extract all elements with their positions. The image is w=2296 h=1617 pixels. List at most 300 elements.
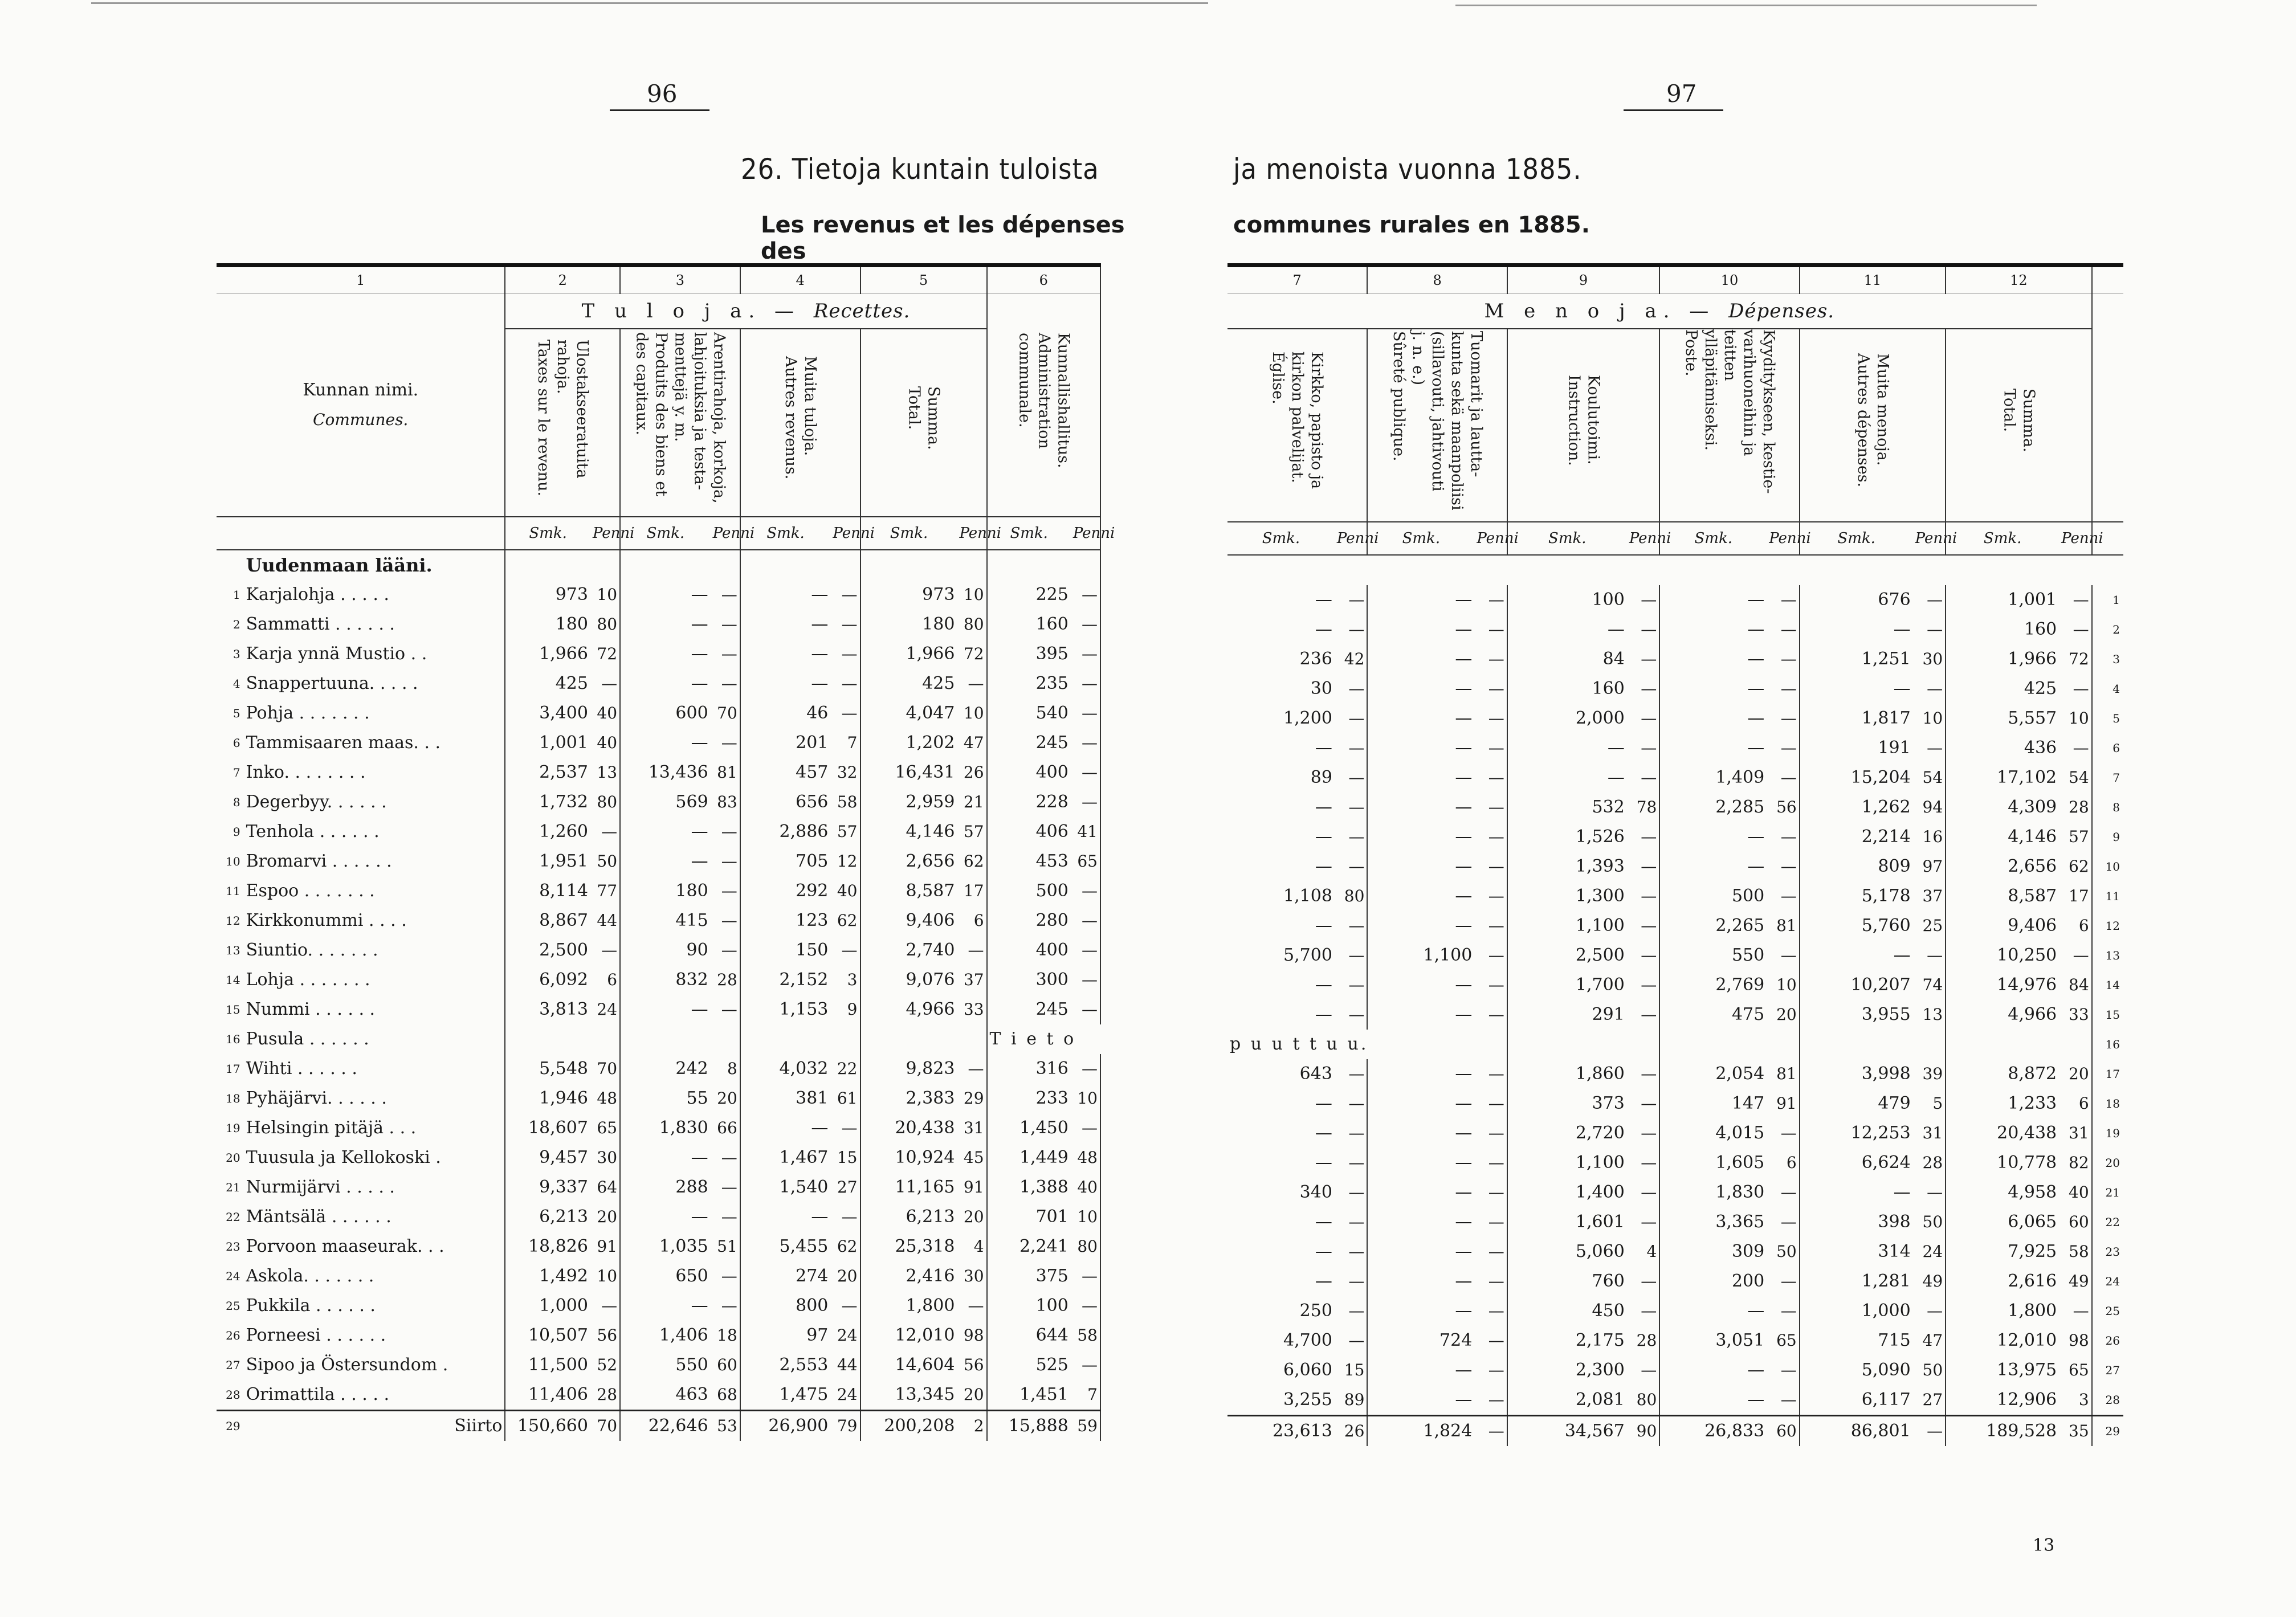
cell-markka: — xyxy=(691,1148,708,1167)
commune-name: Mäntsälä . . . . . . xyxy=(244,1202,505,1232)
cell-penni: 60 xyxy=(1767,1416,1800,1447)
cell-penni: — xyxy=(1071,936,1100,965)
cell-markka: 1,732 xyxy=(539,792,588,812)
cell-markka: — xyxy=(691,851,708,871)
cell-penni: — xyxy=(830,610,860,639)
cell-markka: 1,001 xyxy=(2008,590,2057,610)
cell-penni: 53 xyxy=(711,1411,740,1442)
cell-penni: — xyxy=(711,610,740,639)
cell-markka: 245 xyxy=(1035,999,1069,1019)
cell-markka: — xyxy=(1315,1212,1332,1232)
cell-markka: — xyxy=(1747,708,1765,728)
cell-penni: 62 xyxy=(830,906,860,936)
cell-markka: 4,700 xyxy=(1283,1330,1332,1350)
cell-penni: 72 xyxy=(957,639,986,669)
cell-markka: 463 xyxy=(675,1385,708,1404)
cell-markka: 5,700 xyxy=(1283,945,1332,965)
row-number: 5 xyxy=(233,707,240,720)
cell-markka: 150 xyxy=(796,940,829,960)
header-church: Kirkko, papisto ja kirkon palvelijat. Église. xyxy=(1227,329,1367,522)
cell-penni: 81 xyxy=(1767,911,1800,941)
cell-markka: — xyxy=(691,585,708,605)
cell-penni: — xyxy=(1071,610,1100,639)
table-row xyxy=(1227,1237,2123,1267)
cell-markka: — xyxy=(811,614,829,634)
cell-penni: — xyxy=(830,639,860,669)
table-row xyxy=(217,1291,1100,1321)
cell-markka: — xyxy=(1315,1153,1332,1173)
cell-penni: 20 xyxy=(590,1202,620,1232)
header-other-expenses: Muita menoja. Autres dépenses. xyxy=(1800,329,1946,522)
table-row xyxy=(1227,704,2123,733)
revenue-table xyxy=(217,263,1115,1441)
cell-markka: 1,467 xyxy=(779,1148,829,1167)
cell-penni: 9 xyxy=(830,995,860,1024)
cell-penni: — xyxy=(1071,1261,1100,1291)
cell-markka: — xyxy=(1607,619,1625,639)
cell-penni: — xyxy=(1474,911,1507,941)
cell-markka: 973 xyxy=(555,585,588,605)
table-row xyxy=(1227,1000,2123,1030)
cell-penni: — xyxy=(1071,1054,1100,1084)
cell-penni: — xyxy=(1335,1148,1367,1178)
table-row xyxy=(217,1173,1100,1202)
unit-markka: Smk. xyxy=(505,517,590,550)
unit-markka: Smk. xyxy=(987,517,1071,550)
cell-penni: — xyxy=(1474,852,1507,881)
cell-markka: 550 xyxy=(1731,945,1765,965)
cell-markka: 6,624 xyxy=(1861,1153,1911,1173)
table-row xyxy=(1227,941,2123,970)
cell-markka: — xyxy=(1455,1271,1473,1291)
cell-markka: 100 xyxy=(1035,1296,1069,1316)
cell-markka: — xyxy=(1455,1093,1473,1113)
cell-penni: — xyxy=(1767,852,1800,881)
cell-markka: 550 xyxy=(675,1355,708,1375)
row-number: 27 xyxy=(2105,1363,2120,1377)
cell-penni: — xyxy=(1767,1178,1800,1207)
commune-name: Tenhola . . . . . . xyxy=(244,817,505,847)
cell-markka: — xyxy=(1315,1093,1332,1113)
cell-penni: 65 xyxy=(1071,847,1100,876)
cell-penni: — xyxy=(1627,1355,1659,1385)
cell-penni: 28 xyxy=(590,1380,620,1411)
cell-penni: 24 xyxy=(590,995,620,1024)
cell-markka: 17,102 xyxy=(1997,767,2057,787)
cell-penni: — xyxy=(1071,728,1100,758)
unit-penni: Penni xyxy=(1767,522,1800,555)
col-number: 7 xyxy=(1227,266,1367,294)
cell-markka: 1,001 xyxy=(539,733,588,753)
cell-penni: — xyxy=(1071,787,1100,817)
cell-markka: 1,409 xyxy=(1715,767,1765,787)
cell-penni: — xyxy=(1474,585,1507,615)
cell-penni: 62 xyxy=(2059,852,2092,881)
row-number: 17 xyxy=(2105,1067,2120,1081)
unit-penni: Penni xyxy=(590,517,620,550)
cell-markka: 6,065 xyxy=(2008,1212,2057,1232)
cell-penni: 62 xyxy=(830,1232,860,1261)
cell-penni: 56 xyxy=(957,1350,986,1380)
cell-markka: — xyxy=(1455,1360,1473,1380)
cell-markka: 5,090 xyxy=(1861,1360,1911,1380)
row-number: 28 xyxy=(226,1388,240,1402)
cell-penni: — xyxy=(1767,763,1800,793)
cell-markka: — xyxy=(1455,1212,1473,1232)
cell-markka: 395 xyxy=(1035,644,1069,664)
cell-markka: 200 xyxy=(1731,1271,1765,1291)
cell-penni: — xyxy=(1627,1118,1659,1148)
cell-penni: — xyxy=(1335,1237,1367,1267)
cell-penni: 10 xyxy=(957,580,986,610)
cell-penni: — xyxy=(1335,1059,1367,1089)
cell-markka: 22,646 xyxy=(620,1411,711,1442)
cell-markka: 2,959 xyxy=(906,792,955,812)
cell-markka: 180 xyxy=(675,881,708,901)
cell-penni: 70 xyxy=(590,1054,620,1084)
cell-markka: 5,557 xyxy=(2008,708,2057,728)
cell-markka: 150,660 xyxy=(505,1411,590,1442)
cell-markka: — xyxy=(1455,1182,1473,1202)
cell-penni: 40 xyxy=(590,728,620,758)
cell-penni: — xyxy=(1627,1089,1659,1118)
cell-markka: — xyxy=(691,673,708,693)
cell-penni: — xyxy=(1913,1296,1946,1326)
table-row xyxy=(1227,1267,2123,1296)
cell-penni: — xyxy=(1335,1118,1367,1148)
table-row xyxy=(1227,674,2123,704)
cell-markka: 1,233 xyxy=(2008,1093,2057,1113)
table-row xyxy=(217,817,1100,847)
cell-markka: 1,200 xyxy=(1283,708,1332,728)
cell-markka: 23,613 xyxy=(1227,1416,1335,1447)
unit-markka: Smk. xyxy=(740,517,831,550)
row-number: 21 xyxy=(226,1181,240,1194)
cell-penni: — xyxy=(1913,585,1946,615)
cell-markka: 809 xyxy=(1878,856,1911,876)
table-row xyxy=(217,1113,1100,1143)
cell-markka: 245 xyxy=(1035,733,1069,753)
missing-note-left: T i e t o xyxy=(989,1029,1076,1049)
header-capital-income: Arentirahoja, korkoja, lahjoituksia ja testa- menttejä y. m. Produits des biens et des capitaux. xyxy=(620,329,740,517)
cell-penni: — xyxy=(1474,1118,1507,1148)
cell-penni: — xyxy=(1627,852,1659,881)
cell-markka: — xyxy=(1893,679,1911,699)
cell-markka: 500 xyxy=(1035,881,1069,901)
unit-penni: Penni xyxy=(957,517,986,550)
cell-penni: — xyxy=(1335,852,1367,881)
cell-penni: — xyxy=(590,1291,620,1321)
commune-header xyxy=(217,294,505,517)
commune-name: Orimattila . . . . . xyxy=(244,1380,505,1411)
cell-penni: 47 xyxy=(1913,1326,1946,1355)
commune-name: Sammatti . . . . . . xyxy=(244,610,505,639)
cell-markka: 5,548 xyxy=(539,1059,588,1079)
commune-name: Askola. . . . . . . xyxy=(244,1261,505,1291)
cell-penni: — xyxy=(1071,1291,1100,1321)
cell-penni: — xyxy=(1627,1296,1659,1326)
cell-penni: — xyxy=(711,1261,740,1291)
cell-penni: — xyxy=(1627,1059,1659,1089)
cell-markka: — xyxy=(1747,827,1765,847)
cell-penni: — xyxy=(1474,941,1507,970)
cell-markka: 15,204 xyxy=(1850,767,1911,787)
cell-markka: 123 xyxy=(796,910,829,930)
title-left: 26. Tietoja kuntain tuloista xyxy=(741,153,1099,186)
cell-penni: 70 xyxy=(711,699,740,728)
cell-markka: 1,100 xyxy=(1575,916,1625,936)
cell-markka: — xyxy=(691,1296,708,1316)
cell-penni: 65 xyxy=(1767,1326,1800,1355)
cell-penni: — xyxy=(1627,911,1659,941)
cell-markka: 201 xyxy=(796,733,829,753)
cell-penni: 39 xyxy=(1913,1059,1946,1089)
table-row xyxy=(217,936,1100,965)
cell-penni: 20 xyxy=(1767,1000,1800,1030)
unit-markka: Smk. xyxy=(1659,522,1767,555)
row-number: 14 xyxy=(2105,978,2120,992)
cell-penni: — xyxy=(1627,615,1659,644)
cell-markka: 12,010 xyxy=(895,1325,955,1345)
cell-penni: 81 xyxy=(711,758,740,787)
revenue-group-label-fr: Recettes. xyxy=(813,300,911,322)
table-row xyxy=(1227,1148,2123,1178)
row-number: 2 xyxy=(2113,623,2120,636)
cell-markka: 2,054 xyxy=(1715,1064,1765,1084)
cell-penni: 4 xyxy=(957,1232,986,1261)
row-number: 18 xyxy=(226,1092,240,1105)
commune-name: Pusula . . . . . . xyxy=(244,1024,505,1054)
cell-penni: — xyxy=(2059,615,2092,644)
unit-markka: Smk. xyxy=(1800,522,1913,555)
cell-penni: — xyxy=(1913,941,1946,970)
cell-markka: 375 xyxy=(1035,1266,1069,1286)
cell-penni: 89 xyxy=(1335,1385,1367,1416)
cell-markka: 1,830 xyxy=(1715,1182,1765,1202)
cell-penni: 7 xyxy=(830,728,860,758)
cell-markka: 189,528 xyxy=(1946,1416,2059,1447)
cell-markka: — xyxy=(1315,1242,1332,1261)
cell-penni: — xyxy=(1767,615,1800,644)
cell-penni: — xyxy=(1071,1113,1100,1143)
row-number: 1 xyxy=(2113,593,2120,607)
cell-markka: — xyxy=(1455,1004,1473,1024)
cell-markka: 16,431 xyxy=(895,762,955,782)
row-number: 16 xyxy=(2105,1038,2120,1051)
cell-markka: 25,318 xyxy=(895,1236,955,1256)
cell-penni: 4 xyxy=(1627,1237,1659,1267)
cell-penni: 26 xyxy=(1335,1416,1367,1447)
cell-penni: — xyxy=(830,699,860,728)
cell-penni: 45 xyxy=(957,1143,986,1173)
cell-markka: 97 xyxy=(806,1325,829,1345)
table-row xyxy=(217,1202,1100,1232)
table-row xyxy=(217,1054,1100,1084)
cell-penni: 82 xyxy=(2059,1148,2092,1178)
cell-penni: 51 xyxy=(711,1232,740,1261)
table-row xyxy=(217,1232,1100,1261)
cell-markka: 340 xyxy=(1299,1182,1332,1202)
row-number: 15 xyxy=(2105,1008,2120,1022)
row-number: 13 xyxy=(226,944,240,957)
cell-markka: 1,824 xyxy=(1367,1416,1474,1447)
cell-markka: 5,178 xyxy=(1861,886,1911,906)
cell-penni: — xyxy=(711,580,740,610)
cell-penni: 10 xyxy=(1071,1202,1100,1232)
cell-penni: — xyxy=(2059,733,2092,763)
cell-markka: 724 xyxy=(1439,1330,1473,1350)
cell-penni: — xyxy=(830,669,860,699)
cell-penni: 10 xyxy=(590,580,620,610)
commune-header-fr: Communes. xyxy=(313,410,409,429)
cell-penni: — xyxy=(1627,585,1659,615)
cell-markka: — xyxy=(1315,856,1332,876)
cell-markka: 656 xyxy=(796,792,829,812)
cell-penni: 77 xyxy=(590,876,620,906)
cell-penni: — xyxy=(1913,615,1946,644)
cell-penni: 65 xyxy=(590,1113,620,1143)
expense-group-header xyxy=(1227,294,2092,329)
cell-markka: 242 xyxy=(675,1059,708,1079)
cell-penni: — xyxy=(1913,733,1946,763)
cell-markka: 1,800 xyxy=(906,1296,955,1316)
cell-markka: — xyxy=(1315,590,1332,610)
commune-name: Siirto xyxy=(244,1411,505,1442)
cell-markka: 832 xyxy=(675,970,708,990)
table-row xyxy=(217,1321,1100,1350)
cell-penni: — xyxy=(1335,615,1367,644)
cell-markka: 8,587 xyxy=(2008,886,2057,906)
cell-markka: 1,817 xyxy=(1861,708,1911,728)
row-number: 19 xyxy=(226,1121,240,1135)
col-number: 1 xyxy=(217,266,505,294)
cell-markka: 309 xyxy=(1731,1242,1765,1261)
table-row xyxy=(1227,1207,2123,1237)
cell-markka: 4,032 xyxy=(779,1059,829,1079)
cell-markka: — xyxy=(1747,649,1765,669)
table-row xyxy=(1227,1178,2123,1207)
cell-markka: 2,152 xyxy=(779,970,829,990)
row-number: 25 xyxy=(226,1299,240,1313)
cell-markka: 1,601 xyxy=(1575,1212,1625,1232)
cell-markka: 398 xyxy=(1878,1212,1911,1232)
cell-penni: 28 xyxy=(2059,793,2092,822)
cell-penni: 58 xyxy=(1071,1321,1100,1350)
cell-markka: 973 xyxy=(922,585,955,605)
commune-header-fi: Kunnan nimi. xyxy=(303,380,419,400)
row-number: 12 xyxy=(2105,919,2120,933)
commune-name: Helsingin pitäjä . . . xyxy=(244,1113,505,1143)
cell-penni: — xyxy=(1627,733,1659,763)
cell-penni: 98 xyxy=(957,1321,986,1350)
header-taxes: Ulostakseeratuita rahoja. Taxes sur le revenu. xyxy=(505,329,620,517)
cell-markka: 5,060 xyxy=(1575,1242,1625,1261)
cell-markka: 1,830 xyxy=(659,1118,708,1138)
cell-markka: — xyxy=(1315,975,1332,995)
row-number: 16 xyxy=(226,1032,240,1046)
cell-penni: — xyxy=(2059,1296,2092,1326)
cell-penni: — xyxy=(2059,674,2092,704)
cell-penni: 24 xyxy=(830,1380,860,1411)
unit-markka: Smk. xyxy=(620,517,711,550)
cell-penni: — xyxy=(1335,1178,1367,1207)
expense-table xyxy=(1227,263,2123,1446)
col-number: 4 xyxy=(740,266,861,294)
commune-name: Tammisaaren maas. . . xyxy=(244,728,505,758)
commune-name: Sipoo ja Östersundom . xyxy=(244,1350,505,1380)
cell-markka: — xyxy=(1315,619,1332,639)
cell-markka: 100 xyxy=(1592,590,1625,610)
cell-markka: 644 xyxy=(1035,1325,1069,1345)
cell-markka: 11,165 xyxy=(895,1177,955,1197)
cell-markka: 2,383 xyxy=(906,1088,955,1108)
cell-penni: 27 xyxy=(830,1173,860,1202)
cell-penni: 21 xyxy=(957,787,986,817)
col-number: 2 xyxy=(505,266,620,294)
cell-markka: 26,833 xyxy=(1659,1416,1767,1447)
unit-penni: Penni xyxy=(830,517,860,550)
row-number: 3 xyxy=(233,647,240,661)
cell-penni: 91 xyxy=(1767,1089,1800,1118)
row-number: 11 xyxy=(226,884,240,898)
cell-penni: 50 xyxy=(1767,1237,1800,1267)
row-number: 9 xyxy=(233,825,240,839)
cell-markka: 3,365 xyxy=(1715,1212,1765,1232)
cell-penni: 80 xyxy=(957,610,986,639)
cell-penni: 20 xyxy=(830,1261,860,1291)
cell-markka: — xyxy=(1315,797,1332,817)
table-row xyxy=(1227,644,2123,674)
cell-penni: 40 xyxy=(2059,1178,2092,1207)
cell-penni: — xyxy=(1767,1385,1800,1416)
cell-penni: 15 xyxy=(830,1143,860,1173)
row-number: 25 xyxy=(2105,1304,2120,1318)
cell-penni: 6 xyxy=(2059,1089,2092,1118)
cell-penni: 5 xyxy=(1913,1089,1946,1118)
cell-penni: — xyxy=(1474,1059,1507,1089)
cell-markka: 425 xyxy=(922,673,955,693)
cell-penni: — xyxy=(830,1113,860,1143)
cell-penni: 49 xyxy=(1913,1267,1946,1296)
header-revenue-total: Summa. Total. xyxy=(861,329,987,517)
cell-markka: — xyxy=(1455,738,1473,758)
cell-markka: 10,924 xyxy=(895,1148,955,1167)
cell-penni: — xyxy=(1627,763,1659,793)
cell-markka: 1,540 xyxy=(779,1177,829,1197)
cell-markka: 30 xyxy=(1310,679,1332,699)
cell-penni: — xyxy=(1474,674,1507,704)
cell-markka: 11,500 xyxy=(528,1355,588,1375)
cell-penni: 72 xyxy=(2059,644,2092,674)
col-number: 12 xyxy=(1946,266,2091,294)
cell-penni: — xyxy=(1767,1296,1800,1326)
row-number: 12 xyxy=(226,914,240,928)
row-number: 11 xyxy=(2105,889,2120,903)
cell-penni: — xyxy=(1767,674,1800,704)
table-row xyxy=(1227,1118,2123,1148)
cell-penni: — xyxy=(1474,970,1507,1000)
cell-markka: 55 xyxy=(686,1088,708,1108)
col-number: 8 xyxy=(1367,266,1507,294)
row-number: 6 xyxy=(233,736,240,750)
cell-markka: 569 xyxy=(675,792,708,812)
cell-penni: 25 xyxy=(1913,911,1946,941)
cell-penni: — xyxy=(1071,876,1100,906)
cell-markka: 15,888 xyxy=(987,1411,1071,1442)
cell-markka: 425 xyxy=(555,673,588,693)
cell-penni: 44 xyxy=(830,1350,860,1380)
cell-markka: — xyxy=(1607,738,1625,758)
